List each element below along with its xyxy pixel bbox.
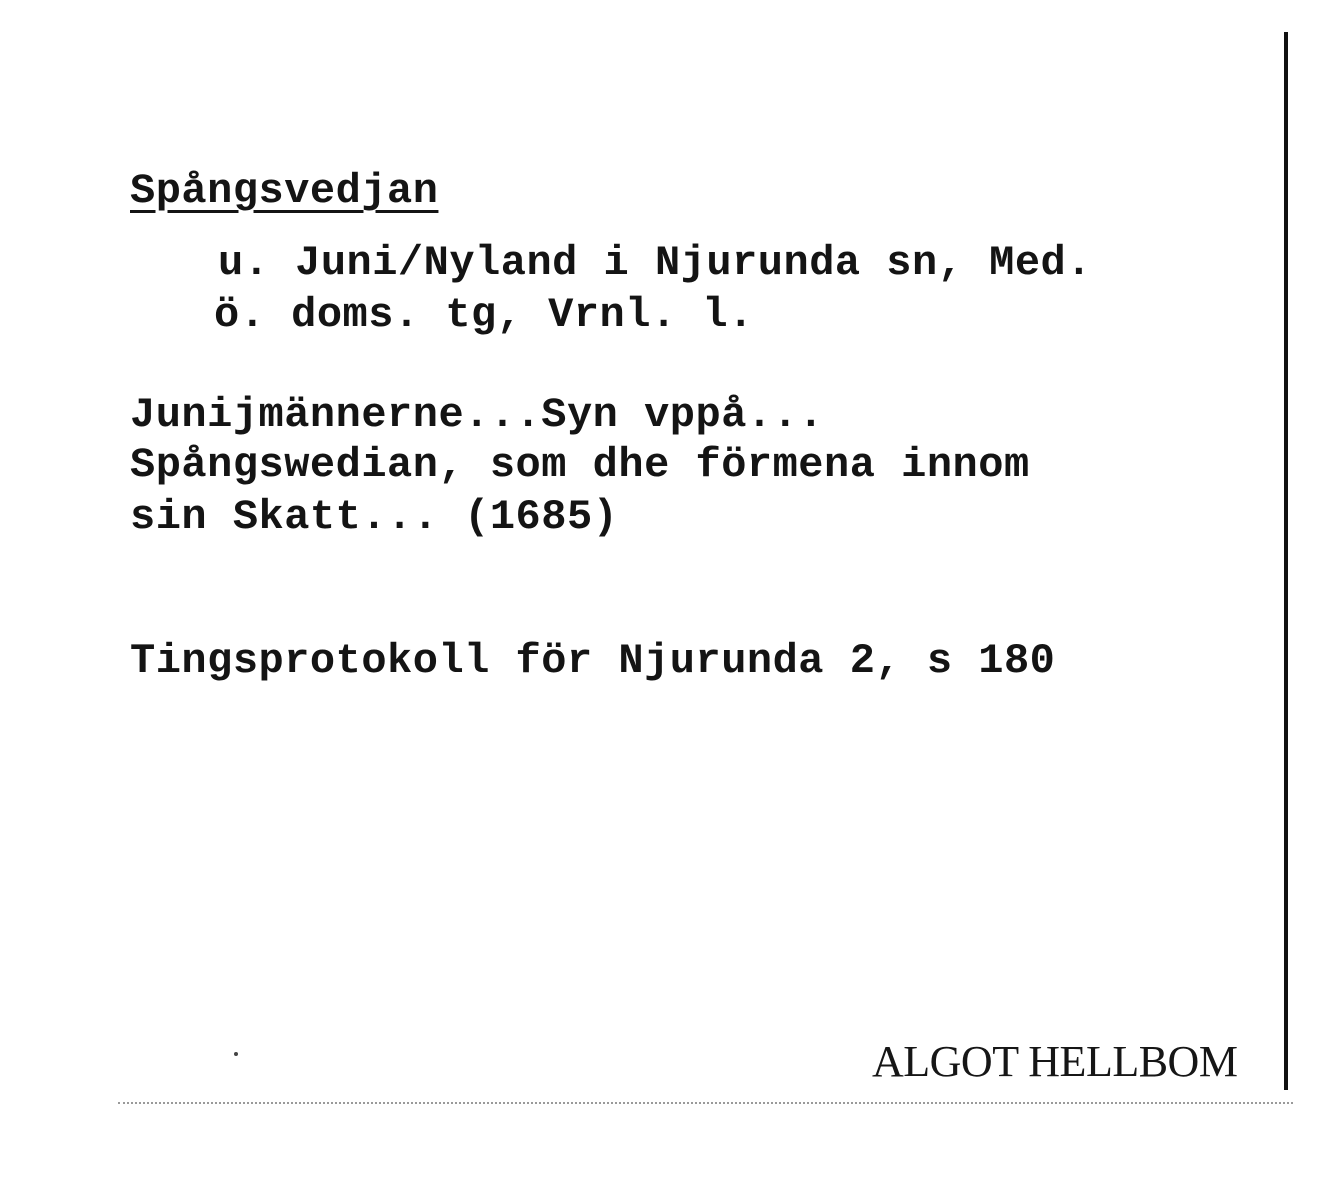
quote-line-1: Junijmännerne...Syn vppå... <box>130 391 825 439</box>
author-stamp: ALGOT HELLBOM <box>872 1037 1238 1086</box>
ink-speck <box>234 1052 238 1056</box>
source-citation: Tingsprotokoll för Njurunda 2, s 180 <box>130 637 1056 685</box>
quote-line-3: sin Skatt... (1685) <box>130 493 619 541</box>
card-right-edge <box>1284 32 1288 1090</box>
quote-line-2: Spångswedian, som dhe förmena innom <box>130 441 1030 489</box>
location-line-2: ö. doms. tg, Vrnl. l. <box>214 291 754 339</box>
card-bottom-edge <box>118 1102 1293 1105</box>
place-name-heading: Spångsvedjan <box>130 167 439 215</box>
location-line-1: u. Juni/Nyland i Njurunda sn, Med. <box>218 239 1092 287</box>
